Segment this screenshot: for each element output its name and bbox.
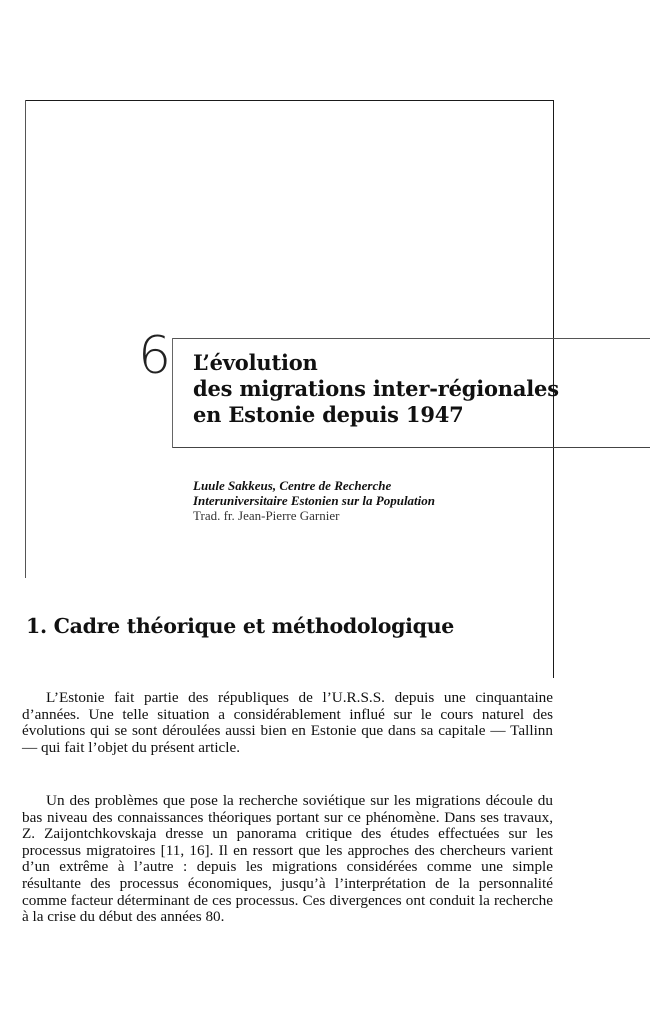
title-box-top-border (172, 338, 650, 339)
title-box-bottom-border (172, 447, 650, 448)
body-text (22, 793, 553, 926)
chapter-title (193, 350, 559, 428)
frame-left-border (25, 100, 26, 578)
paragraph: L’Estonie fait partie des républiques de l’U.R.S.S. depuis une cinquantaine d’années. Une telle situation a considérablement influé sur le cours naturel des évolutions qui se sont déroulées aussi bien en Estonie que dans sa capitale — Tallinn — qui fait l’objet du présent article. (22, 689, 553, 756)
paragraph: Un des problèmes que pose la recherche soviétique sur les migrations découle du bas niveau des connaissances théoriques portant sur ce phénomène. Dans ses travaux, Z. Zaijontchkovskaja dresse un panorama critique des études effectuées sur les processus migratoires [11, 16]. Il en ressort que les approches des chercheurs varient d’un extrême à l’autre : depuis les migrations considérées comme une simple résultante des processus économiques, jusqu’à l’interprétation de la personnalité comme facteur déterminant de ces processus. Ces divergences ont conduit la recherche à la crise du début des années 80. (22, 792, 553, 926)
chapter-title-line: des migrations inter-régionales (193, 376, 559, 401)
chapter-title-line: en Estonie depuis 1947 (193, 402, 464, 427)
author-affiliation-line: Luule Sakkeus, Centre de Recherche (193, 478, 392, 493)
translator-credit: Trad. fr. Jean-Pierre Garnier (193, 508, 340, 523)
body-text (22, 690, 553, 756)
frame-top-border (25, 100, 554, 101)
section-heading: 1. Cadre théorique et méthodologique (26, 614, 455, 638)
author-block (193, 478, 435, 523)
chapter-number: 6 (138, 326, 172, 386)
author-affiliation-line: Interuniversitaire Estonien sur la Population (193, 493, 436, 508)
title-box-left-border (172, 338, 173, 448)
chapter-title-line: L’évolution (193, 350, 318, 375)
